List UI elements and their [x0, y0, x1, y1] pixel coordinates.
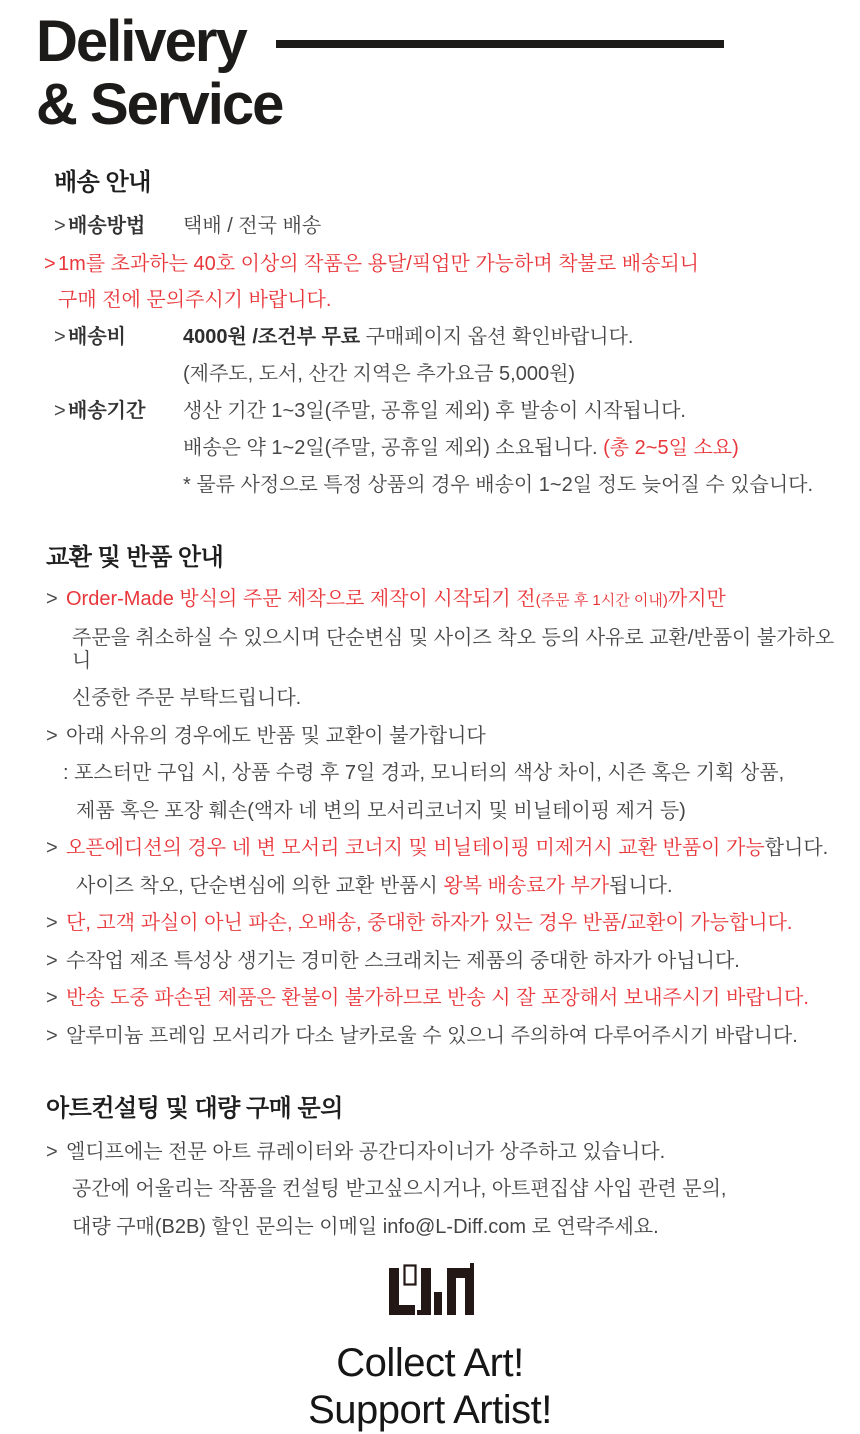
shipping-period-note: * 물류 사정으로 특정 상품의 경우 배송이 1~2일 정도 늦어질 수 있습니다. — [183, 474, 814, 496]
return-damage-text: 반송 도중 파손된 제품은 환불이 불가하므로 반송 시 잘 포장해서 보내주시기 바랍니다. — [66, 987, 809, 1009]
open-edition-line2 — [46, 875, 836, 898]
shipping-period-line2: 배송은 약 1~2일(주말, 공휴일 제외) 소요됩니다. — [183, 437, 604, 459]
no-return-line3: 제품 혹은 포장 훼손(액자 네 변의 모서리코너지 및 비닐테이핑 제거 등) — [76, 799, 686, 822]
damage-return-line — [46, 912, 836, 935]
oversize-notice-line1: 1m를 초과하는 40호 이상의 작품은 용달/픽업만 가능하며 착불로 배송되니 — [58, 253, 699, 275]
slogan — [0, 1340, 860, 1434]
open-edition-black-text: 합니다. — [764, 837, 829, 859]
consulting-heading: 아트컨설팅 및 대량 구매 문의 — [46, 1094, 343, 1122]
chevron-bullet: > — [46, 588, 58, 610]
return-damage-line — [46, 987, 836, 1010]
consulting-section — [0, 1088, 860, 1239]
oversize-notice-line2: 구매 전에 문의주시기 바랍니다. — [58, 289, 332, 311]
shipping-fee-note-row — [54, 363, 830, 386]
aluminum-line — [46, 1025, 836, 1048]
shipping-method-label: 배송방법 — [68, 215, 146, 237]
page-title-line2: & Service — [36, 72, 283, 137]
aluminum-text: 알루미늄 프레임 모서리가 다소 날카로울 수 있으니 주의하여 다루어주시기 바랍니다. — [66, 1024, 798, 1047]
shipping-fee-amount: 4000원 /조건부 무료 — [183, 326, 361, 348]
consulting-text1: 엘디프에는 전문 아트 큐레이터와 공간디자이너가 상주하고 있습니다. — [66, 1140, 666, 1163]
no-return-line2: : 포스터만 구입 시, 상품 수령 후 7일 경과, 모니터의 색상 차이, 시즌 혹은 기획 상품, — [63, 762, 785, 784]
returns-heading: 교환 및 반품 안내 — [46, 544, 224, 571]
slogan-line1: Collect Art! — [336, 1340, 524, 1385]
consulting-line1 — [46, 1141, 836, 1164]
page-title — [36, 10, 860, 136]
chevron-bullet: > — [54, 215, 66, 237]
order-made-text-end: 까지만 — [667, 588, 726, 610]
damage-return-text: 단, 고객 과실이 아닌 파손, 오배송, 중대한 하자가 있는 경우 반품/교환이 가능합니다. — [66, 912, 793, 934]
no-return-text: 아래 사유의 경우에도 반품 및 교환이 불가합니다 — [66, 724, 486, 747]
chevron-bullet: > — [46, 724, 58, 747]
consulting-line2: 공간에 어울리는 작품을 컨설팅 받고싶으시거나, 아트편집샵 사입 관련 문의, — [72, 1178, 727, 1200]
shipping-fee-row — [54, 326, 830, 349]
shipping-period-total-days: (총 2~5일 소요) — [603, 437, 739, 459]
order-made-small-note: (주문 후 1시간 이내) — [535, 592, 668, 609]
order-made-text: Order-Made 방식의 주문 제작으로 제작이 시작되기 전 — [66, 588, 536, 610]
chevron-bullet: > — [46, 1024, 58, 1047]
shipping-period-line1: 생산 기간 1~3일(주말, 공휴일 제외) 후 발송이 시작됩니다. — [183, 400, 686, 422]
shipping-heading: 배송 안내 — [54, 169, 151, 196]
chevron-bullet: > — [46, 949, 58, 972]
scratch-line — [46, 950, 836, 973]
slogan-line2: Support Artist! — [308, 1387, 552, 1432]
order-made-line2: 주문을 취소하실 수 있으시며 단순변심 및 사이즈 착오 등의 사유로 교환/반품이 불가하오니 — [72, 626, 835, 672]
shipping-method-value: 택배 / 전국 배송 — [183, 215, 322, 237]
scratch-text: 수작업 제조 특성상 생기는 경미한 스크래치는 제품의 중대한 하자가 아닙니다. — [66, 949, 740, 972]
order-made-line3: 신중한 주문 부탁드립니다. — [72, 687, 302, 709]
oversize-notice — [44, 253, 830, 312]
consulting-line3: 대량 구매(B2B) 할인 문의는 이메일 info@L-Diff.com 로 연락주세요. — [72, 1215, 659, 1238]
no-return-line1 — [46, 725, 836, 748]
open-edition2-red-text: 왕복 배송료가 부가 — [443, 874, 610, 897]
title-rule — [276, 40, 724, 48]
shipping-fee-label: 배송비 — [68, 326, 126, 348]
page-header — [0, 10, 860, 136]
open-edition2-text-b: 됩니다. — [609, 874, 673, 897]
open-edition2-text-a: 사이즈 착오, 단순변심에 의한 교환 반품시 — [76, 874, 444, 897]
shipping-period-note-row — [54, 474, 830, 497]
shipping-fee-note: (제주도, 도서, 산간 지역은 추가요금 5,000원) — [183, 363, 576, 385]
shipping-period-row — [54, 400, 830, 423]
l-diff-logo-icon — [385, 1263, 475, 1317]
open-edition-line1 — [46, 837, 836, 860]
chevron-bullet: > — [54, 400, 66, 422]
shipping-method-row — [54, 215, 830, 238]
chevron-bullet: > — [46, 912, 58, 934]
shipping-period-label: 배송기간 — [68, 400, 146, 422]
chevron-bullet: > — [44, 253, 56, 275]
returns-info-section — [0, 537, 860, 1048]
chevron-bullet: > — [46, 1140, 58, 1163]
page-footer — [0, 1263, 860, 1434]
chevron-bullet: > — [54, 326, 66, 348]
page-title-line1: Delivery — [36, 9, 246, 74]
shipping-info-section — [0, 162, 860, 497]
order-made-line1 — [46, 588, 836, 612]
open-edition-red-text: 오픈에디션의 경우 네 변 모서리 코너지 및 비닐테이핑 미제거시 교환 반품이 가능 — [66, 837, 765, 859]
shipping-period-line2-row — [54, 437, 830, 460]
chevron-bullet: > — [46, 987, 58, 1009]
shipping-fee-rest: 구매페이지 옵션 확인바랍니다. — [360, 326, 634, 348]
chevron-bullet: > — [46, 837, 58, 859]
